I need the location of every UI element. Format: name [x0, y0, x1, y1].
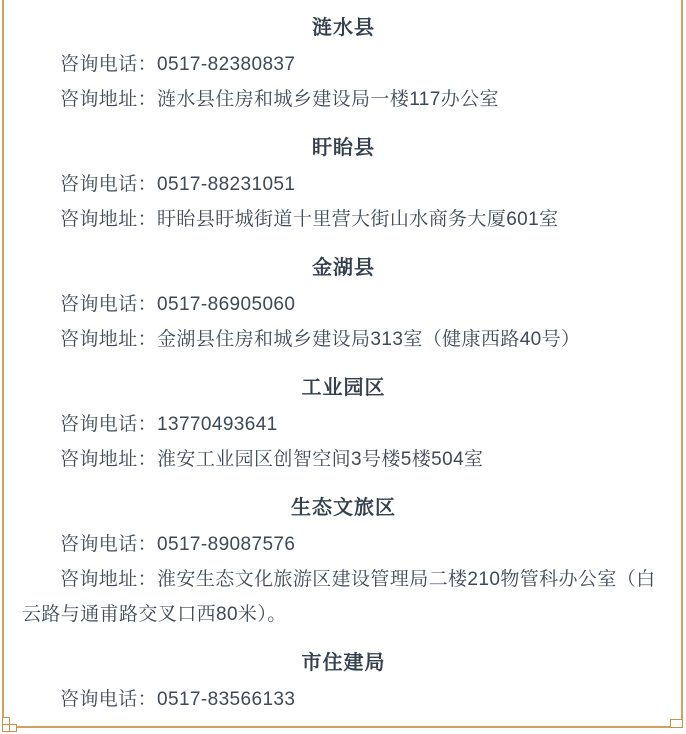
- address-line: [22, 82, 665, 117]
- district-title: 市住建局: [301, 652, 386, 674]
- address-text: 金湖县住房和城乡建设局313室（健康西路40号）: [157, 329, 581, 350]
- address-label: 咨询地址：: [60, 449, 158, 470]
- district-title: 盱眙县: [312, 137, 375, 159]
- phone-line: [22, 287, 665, 322]
- phone-number: 0517-86905060: [157, 294, 296, 315]
- address-line: [22, 562, 665, 632]
- district-section-eco-tourism-zone: [22, 493, 665, 632]
- district-title: 生态文旅区: [291, 497, 396, 519]
- address-label: 咨询地址：: [60, 569, 158, 590]
- district-section-industrial-park: [22, 373, 665, 477]
- contact-list: [4, 0, 681, 733]
- district-section-municipal-bureau: [22, 648, 665, 717]
- district-title: 涟水县: [312, 17, 375, 39]
- phone-label: 咨询电话：: [60, 174, 158, 195]
- address-label: 咨询地址：: [60, 89, 158, 110]
- phone-number: 0517-82380837: [157, 54, 296, 75]
- phone-label: 咨询电话：: [60, 294, 158, 315]
- phone-line: [22, 407, 665, 442]
- phone-line: [22, 47, 665, 82]
- address-text: 淮安工业园区创智空间3号楼5楼504室: [157, 449, 484, 470]
- address-line: [22, 202, 665, 237]
- phone-label: 咨询电话：: [60, 534, 158, 555]
- district-title: 金湖县: [312, 257, 375, 279]
- address-label: 咨询地址：: [60, 209, 158, 230]
- address-text: 涟水县住房和城乡建设局一楼117办公室: [157, 89, 499, 110]
- district-section-xuyi: [22, 133, 665, 237]
- phone-line: [22, 682, 665, 717]
- phone-label: 咨询电话：: [60, 54, 158, 75]
- district-section-lianshui: [22, 13, 665, 117]
- address-text: 盱眙县盱城街道十里营大街山水商务大厦601室: [157, 209, 559, 230]
- phone-line: [22, 167, 665, 202]
- district-title: 工业园区: [301, 377, 386, 399]
- phone-number: 13770493641: [157, 414, 278, 435]
- phone-number: 0517-83566133: [157, 689, 296, 710]
- phone-label: 咨询电话：: [60, 414, 158, 435]
- phone-number: 0517-89087576: [157, 534, 296, 555]
- address-line: [22, 442, 665, 477]
- address-label: 咨询地址：: [60, 329, 158, 350]
- district-section-jinhu: [22, 253, 665, 357]
- phone-number: 0517-88231051: [157, 174, 296, 195]
- phone-line: [22, 527, 665, 562]
- phone-label: 咨询电话：: [60, 689, 158, 710]
- address-text: 淮安生态文化旅游区建设管理局二楼210物管科办公室（白云路与通甫路交叉口西80米）。: [22, 569, 656, 625]
- address-line: [22, 322, 665, 357]
